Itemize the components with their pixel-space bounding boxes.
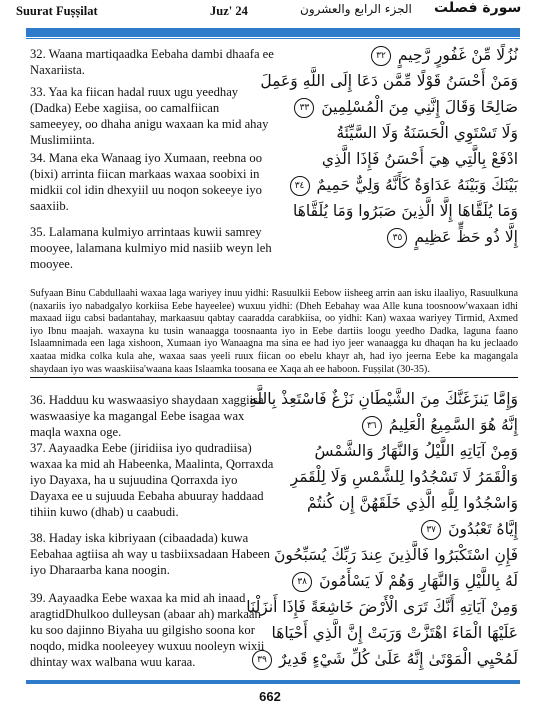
arabic-line: إِيَّاهُ تَعْبُدُونَ ٣٧	[278, 516, 518, 542]
verse-text: 33. Yaa ka fiican hadal ruux ugu yeedhay (Dadka) Eebe xagiisa, oo camalfiican sameeyey, oo dhaha anigu waxaan ka mid ahay Muslimiinta.	[30, 85, 269, 147]
verse-35	[30, 224, 274, 272]
footer-rule	[26, 680, 520, 684]
juz-label: Juz' 24	[210, 4, 248, 18]
ayah-number-marker: ٣٤	[290, 176, 310, 196]
verse-text: 37. Aayaadka Eebe (jiridiisa iyo qudradiisa) waxaa ka mid ah Habeenka, Maalinta, Qorraxda iyo Dayaxa, ha u sujuudina Qorraxda iyo Dayaxa ee u sujuuda Eebaha abuuray haddaad tihiin kuwo (dhab) u caabudi.	[30, 441, 274, 519]
arabic-line: وَمَنْ أَحْسَنُ قَوْلًا مِّمَّن دَعَا إِلَى اللَّهِ وَعَمِلَ	[260, 72, 518, 90]
arabic-line: نُزُلًا مِّنْ غَفُورٍ رَّحِيمٍ ٣٢	[278, 42, 518, 68]
verse-32	[30, 46, 274, 78]
arabic-line: وَالْقَمَرُ لَا تَسْجُدُوا لِلشَّمْسِ وَلَا لِلْقَمَرِ	[290, 468, 518, 486]
verse-text: 39. Aayaadka Eebe waxaa ka mid ah inaad aragtidDhulkoo dulleysan (abaar ah) markaan ku soo dajinno Biyaha uu gilgisho soona kor noqdo, midka nooleeyey wuxuu nooleyn wixii dhintay wax walbana wuu karaa.	[30, 591, 265, 669]
arabic-line: فَإِنِ اسْتَكْبَرُوا فَالَّذِينَ عِندَ رَبِّكَ يُسَبِّحُونَ	[274, 546, 518, 564]
verse-text: 36. Hadduu ku waswaasiyo shaydaan xaggiisa waswaasiye ka magangal Eebe isagaa wax maqla waxna oge.	[30, 393, 264, 439]
arabic-surah-title: سورة فصلت	[434, 0, 522, 16]
arabic-line: وَمِنْ آيَاتِهِ أَنَّكَ تَرَى الْأَرْضَ خَاشِعَةً فَإِذَا أَنزَلْنَا	[246, 598, 518, 616]
arabic-line: وَاسْجُدُوا لِلَّهِ الَّذِي خَلَقَهُنَّ إِن كُنتُمْ	[306, 494, 518, 512]
ayah-number-marker: ٣٩	[252, 650, 272, 670]
ayah-number-marker: ٣٥	[387, 228, 407, 248]
header-rule	[26, 28, 520, 37]
arabic-line: بَيْنَكَ وَبَيْنَهُ عَدَاوَةٌ كَأَنَّهُ وَلِيٌّ حَمِيمٌ ٣٤	[278, 172, 518, 198]
verse-text: 38. Haday iska kibriyaan (cibaadada) kuwa Eebahaa agtiisa ah way u tasbiixsadaan Habeen iyo Dharaarba kana noogin.	[30, 531, 270, 577]
verse-34	[30, 150, 274, 214]
ayah-number-marker: ٣٦	[362, 416, 382, 436]
verse-36	[30, 392, 274, 440]
arabic-line: إِلَّا ذُو حَظٍّ عَظِيمٍ ٣٥	[278, 224, 518, 250]
ayah-number-marker: ٣٧	[421, 520, 441, 540]
arabic-line: وَلَا تَسْتَوِي الْحَسَنَةُ وَلَا السَّيِّئَةُ	[336, 124, 518, 142]
surah-name: Suurat Fuṣṣilat	[16, 4, 98, 18]
arabic-line: لَهُ بِاللَّيْلِ وَالنَّهَارِ وَهُمْ لَا يَسْأَمُونَ ٣٨	[278, 568, 518, 594]
verse-38	[30, 530, 274, 578]
header-rule-line	[26, 38, 520, 39]
verse-33	[30, 84, 274, 148]
verse-text: 35. Lalamana kulmiyo arrintaas kuwii samrey mooyee, lalamana kulmiyo mid nasiib weyn leh mooyee.	[30, 225, 272, 271]
commentary-paragraph: Sufyaan Binu Cabdullaahi waxaa laga wariyey inuu yidhi: Rasuulkii Eebow iisheeg arrin aan isku ilaaliyo, Rasuulkuna (naxariis iyo nabadgalyo korkiisa Eebe hayeelee) wuxuu yidhi: (Dheh Eebahay waa Alle kuna toosnoow'waxaan idhi maxaad iigu cabsi badantahay, markaasuu qabtay caaradda carabkiisa, oo yidhi: Kan) waxaa wariyey Tirmid, Axmed iyo Ibnu maajah. waxayna ku tusin wanaagga toosnaanta iyo in Eebe dartiis loogu yeedho Dadka, laguna faano Islaamnimada een laga xishoon, Xumaan iyo Wanaagna ma sina ee had iyo jeer wanaagga ku dhaqan ha ku jeclaado xaataa midka colka kula ahe, waxaa saas yeeli ruux fiican oo ebelu khayr ah, had iyo jeerna Eebe ka magangala shaydaan iyo was waaskiisa'waana kaas Islaamka toosana ee Xaqa ah ee haboon. Fuṣṣilat (30-35).	[30, 288, 518, 375]
verse-text: 32. Waana martiqaadka Eebaha dambi dhaafa ee Naxariista.	[30, 47, 274, 77]
page-number: 662	[259, 689, 281, 704]
ayah-number-marker: ٣٢	[371, 46, 391, 66]
ayah-number-marker: ٣٣	[294, 98, 314, 118]
verse-39	[30, 590, 274, 670]
arabic-line: إِنَّهُ هُوَ السَّمِيعُ الْعَلِيمُ ٣٦	[278, 412, 518, 438]
arabic-line: صَالِحًا وَقَالَ إِنَّنِي مِنَ الْمُسْلِمِينَ ٣٣	[278, 94, 518, 120]
verse-text: 34. Mana eka Wanaag iyo Xumaan, reebna oo (bixi) arrinta fiican markaas waxaa soobixi in midkii col idin dhexyiil uu noqon sokeeye iyo saaxiib.	[30, 151, 262, 213]
verse-37	[30, 440, 274, 520]
arabic-line: عَلَيْهَا الْمَاءَ اهْتَزَّتْ وَرَبَتْ إِنَّ الَّذِي أَحْيَاهَا	[271, 624, 518, 642]
section-divider	[30, 377, 518, 378]
arabic-text-bottom	[246, 386, 518, 672]
arabic-juz-title: الجزء الرابع والعشرون	[300, 2, 412, 16]
arabic-line: وَإِمَّا يَنزَغَنَّكَ مِنَ الشَّيْطَانِ نَزْغٌ فَاسْتَعِذْ بِاللَّهِ	[249, 390, 518, 408]
arabic-line: ادْفَعْ بِالَّتِي هِيَ أَحْسَنُ فَإِذَا الَّذِي	[321, 150, 518, 168]
arabic-line: لَمُحْيِي الْمَوْتَىٰ إِنَّهُ عَلَىٰ كُلِّ شَيْءٍ قَدِيرٌ ٣٩	[278, 646, 518, 672]
arabic-line: وَمِنْ آيَاتِهِ اللَّيْلُ وَالنَّهَارُ وَالشَّمْسُ	[314, 442, 518, 460]
arabic-text-top	[260, 42, 518, 250]
arabic-line: وَمَا يُلَقَّاهَا إِلَّا الَّذِينَ صَبَرُوا وَمَا يُلَقَّاهَا	[293, 202, 518, 220]
ayah-number-marker: ٣٨	[292, 572, 312, 592]
